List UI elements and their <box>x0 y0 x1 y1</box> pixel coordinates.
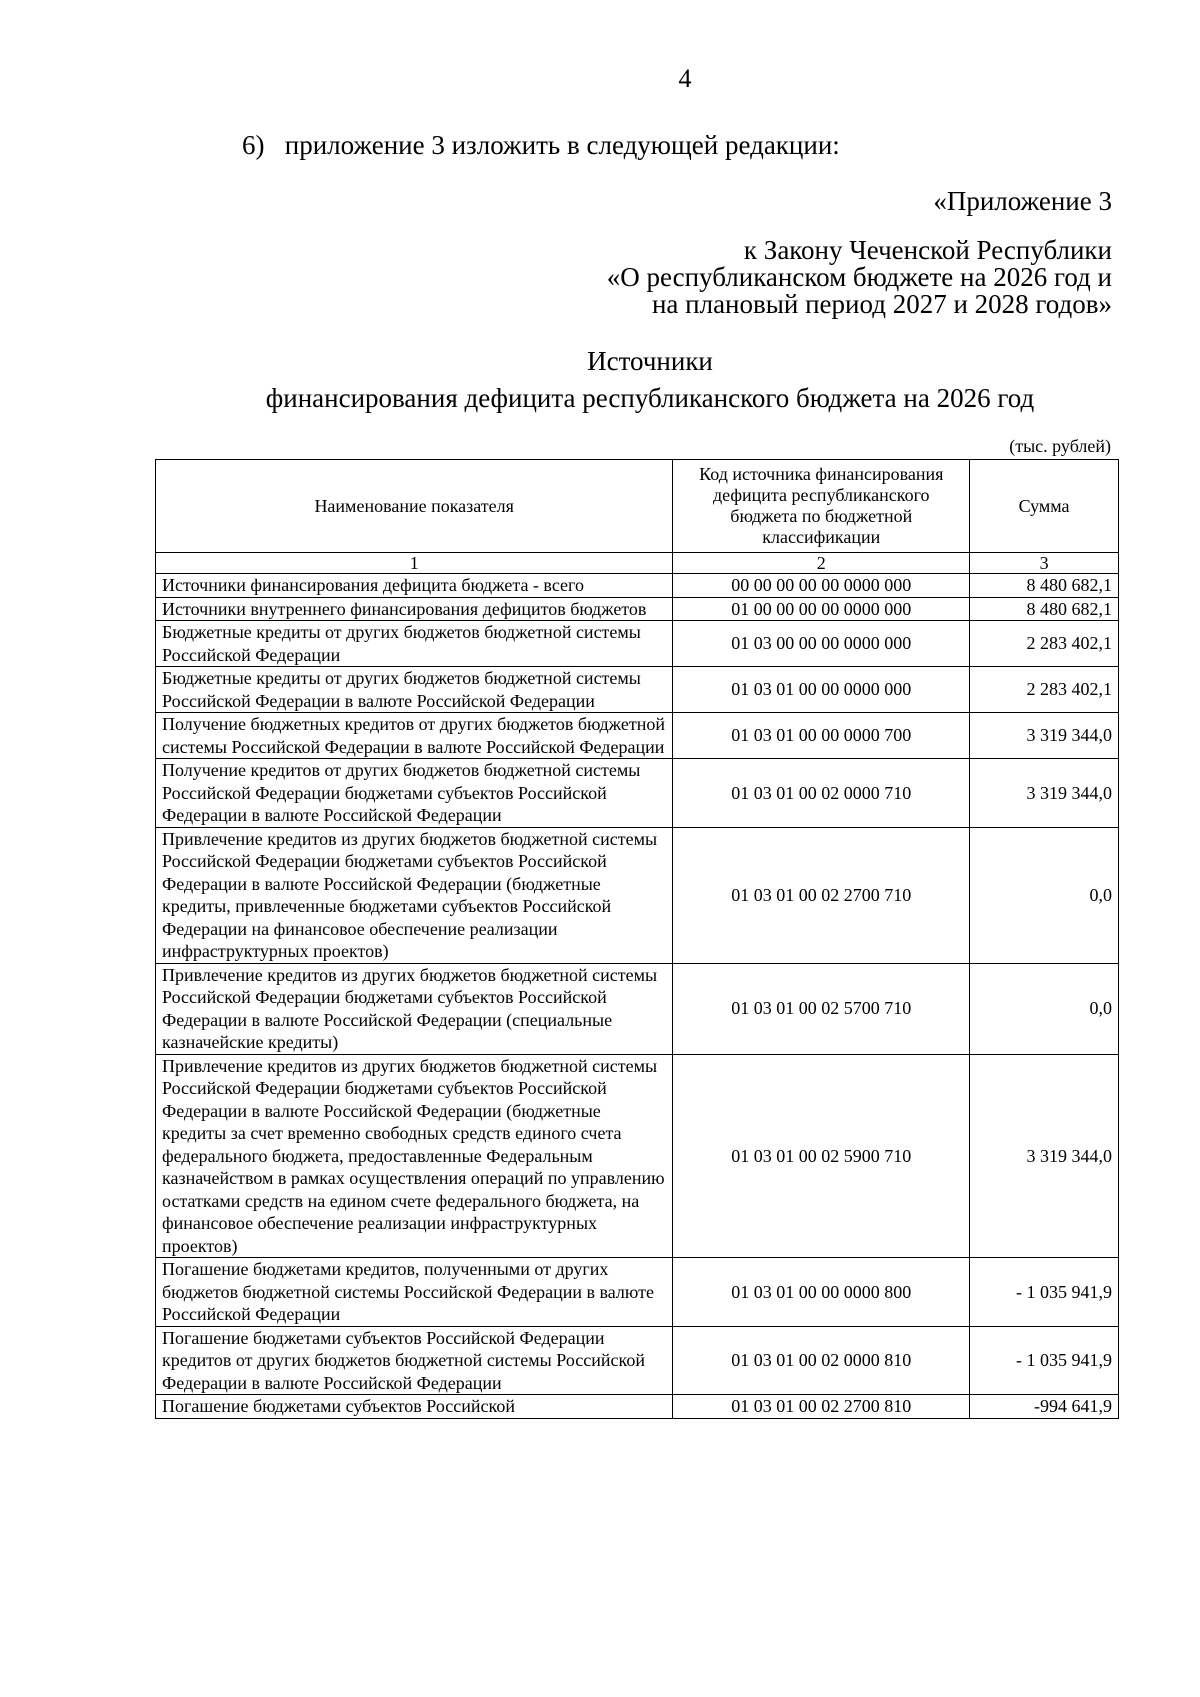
row-code: 01 03 01 00 02 5700 710 <box>673 963 970 1054</box>
row-name: Погашение бюджетами субъектов Российской Федерации кредитов от других бюджетов бюджетной системы Российской Федерации в валюте Российской Федерации <box>156 1326 673 1395</box>
column-number-row <box>156 553 1119 574</box>
appendix-law-title-line1: «О республиканском бюджете на 2026 год и <box>606 262 1112 292</box>
row-sum: 2 283 402,1 <box>970 621 1119 667</box>
table-row <box>156 963 1119 1054</box>
row-code: 01 03 01 00 00 0000 700 <box>673 713 970 759</box>
row-code: 01 03 01 00 02 0000 710 <box>673 759 970 828</box>
amendment-item-line: 6) приложение 3 изложить в следующей редакции: <box>242 130 840 160</box>
row-code: 01 03 00 00 00 0000 000 <box>673 621 970 667</box>
document-title-line2: финансирования дефицита республиканского бюджета на 2026 год <box>265 383 1035 413</box>
table-row <box>156 597 1119 621</box>
row-sum: - 1 035 941,9 <box>970 1258 1119 1327</box>
row-code: 01 00 00 00 00 0000 000 <box>673 597 970 621</box>
row-name: Источники финансирования дефицита бюджета - всего <box>156 574 673 598</box>
table-row <box>156 713 1119 759</box>
row-name: Погашение бюджетами кредитов, полученными от других бюджетов бюджетной системы Российской Федерации в валюте Российской Федерации <box>156 1258 673 1327</box>
row-name: Привлечение кредитов из других бюджетов бюджетной системы Российской Федерации бюджетами субъектов Российской Федерации в валюте Российской Федерации (бюджетные кредиты, привлеченные бюджетами субъектов Российской Федерации на финансовое обеспечение реализации инфраструктурных проектов) <box>156 827 673 963</box>
column-number: 3 <box>970 553 1119 574</box>
row-code: 00 00 00 00 00 0000 000 <box>673 574 970 598</box>
column-number: 1 <box>156 553 673 574</box>
row-code: 01 03 01 00 02 2700 710 <box>673 827 970 963</box>
page-number: 4 <box>678 64 692 93</box>
header-indicator-name: Наименование показателя <box>156 460 673 553</box>
row-code: 01 03 01 00 02 0000 810 <box>673 1326 970 1395</box>
table-row <box>156 667 1119 713</box>
row-code: 01 03 01 00 02 2700 810 <box>673 1395 970 1419</box>
appendix-label: «Приложение 3 <box>933 186 1112 216</box>
table-header-row <box>156 460 1119 553</box>
row-sum: - 1 035 941,9 <box>970 1326 1119 1395</box>
row-name: Привлечение кредитов из других бюджетов бюджетной системы Российской Федерации бюджетами субъектов Российской Федерации в валюте Российской Федерации (специальные казначейские кредиты) <box>156 963 673 1054</box>
row-name: Бюджетные кредиты от других бюджетов бюджетной системы Российской Федерации в валюте Российской Федерации <box>156 667 673 713</box>
table-row <box>156 1054 1119 1258</box>
appendix-law-title-line2: на плановый период 2027 и 2028 годов» <box>651 289 1112 319</box>
table-row <box>156 827 1119 963</box>
row-code: 01 03 01 00 00 0000 800 <box>673 1258 970 1327</box>
row-sum: 3 319 344,0 <box>970 1054 1119 1258</box>
financing-sources-table <box>155 459 1119 1419</box>
row-name: Источники внутреннего финансирования дефицитов бюджетов <box>156 597 673 621</box>
table-row <box>156 574 1119 598</box>
row-sum: 3 319 344,0 <box>970 759 1119 828</box>
row-sum: 8 480 682,1 <box>970 597 1119 621</box>
column-number: 2 <box>673 553 970 574</box>
row-code: 01 03 01 00 02 5900 710 <box>673 1054 970 1258</box>
units-note: (тыс. рублей) <box>1009 436 1111 456</box>
header-sum: Сумма <box>970 460 1119 553</box>
row-name: Получение бюджетных кредитов от других бюджетов бюджетной системы Российской Федерации в валюте Российской Федерации <box>156 713 673 759</box>
appendix-to-law: к Закону Чеченской Республики <box>743 235 1112 265</box>
row-sum: 0,0 <box>970 963 1119 1054</box>
row-name: Привлечение кредитов из других бюджетов бюджетной системы Российской Федерации бюджетами субъектов Российской Федерации в валюте Российской Федерации (бюджетные кредиты за счет временно свободных средств единого счета федерального бюджета, предоставленные Федеральным казначейством в рамках осуществления операций по управлению остатками средств на едином счете федерального бюджета, на финансовое обеспечение реализации инфраструктурных проектов) <box>156 1054 673 1258</box>
row-sum: 2 283 402,1 <box>970 667 1119 713</box>
row-name: Погашение бюджетами субъектов Российской <box>156 1395 673 1419</box>
row-name: Бюджетные кредиты от других бюджетов бюджетной системы Российской Федерации <box>156 621 673 667</box>
table-row <box>156 1395 1119 1419</box>
row-name: Получение кредитов от других бюджетов бюджетной системы Российской Федерации бюджетами субъектов Российской Федерации в валюте Российской Федерации <box>156 759 673 828</box>
row-sum: -994 641,9 <box>970 1395 1119 1419</box>
row-sum: 0,0 <box>970 827 1119 963</box>
table-row <box>156 759 1119 828</box>
table-row <box>156 1258 1119 1327</box>
table-row <box>156 1326 1119 1395</box>
table-row <box>156 621 1119 667</box>
row-code: 01 03 01 00 00 0000 000 <box>673 667 970 713</box>
document-title-line1: Источники <box>587 346 713 376</box>
row-sum: 3 319 344,0 <box>970 713 1119 759</box>
header-source-code: Код источника финансирования дефицита республиканского бюджета по бюджетной классификации <box>673 460 970 553</box>
row-sum: 8 480 682,1 <box>970 574 1119 598</box>
